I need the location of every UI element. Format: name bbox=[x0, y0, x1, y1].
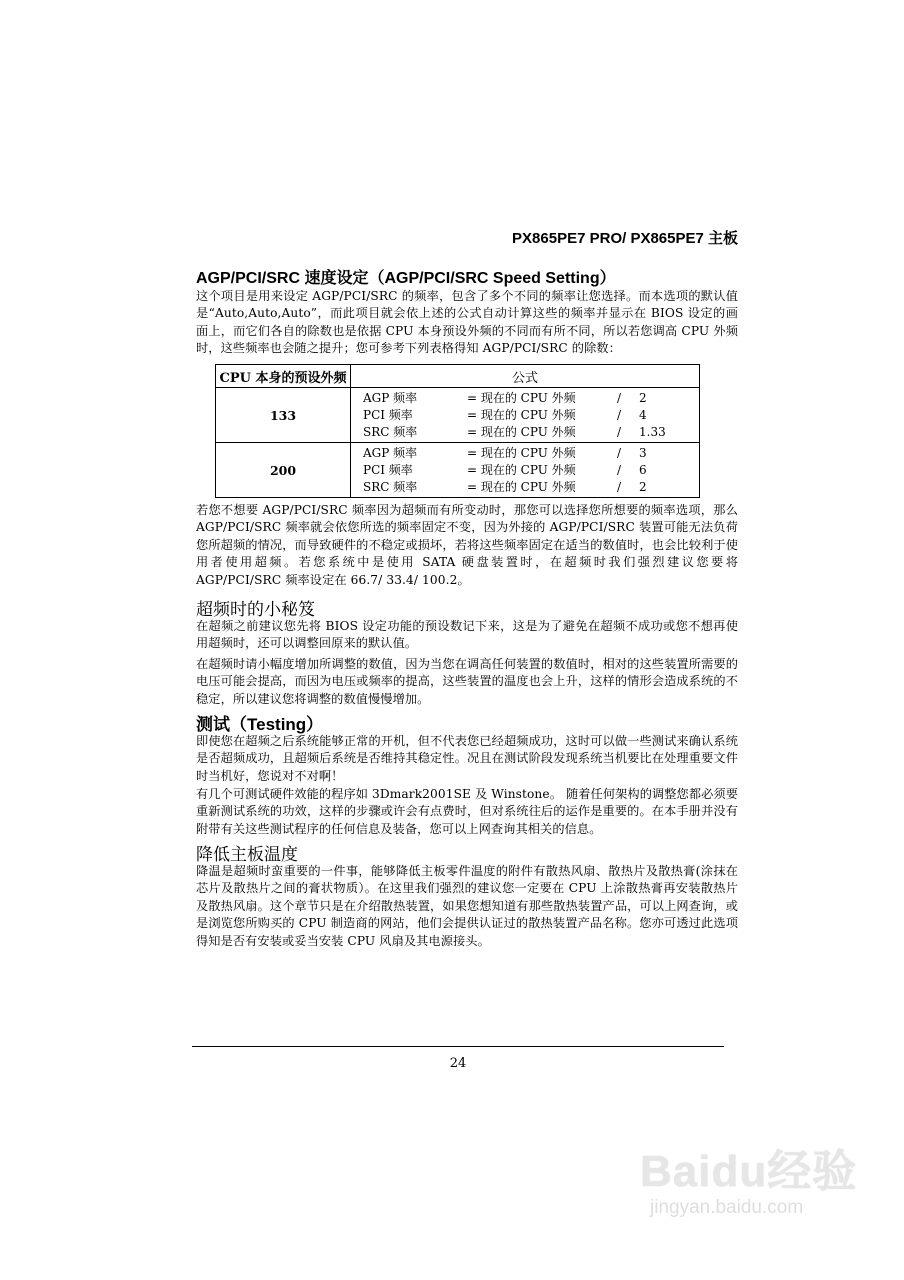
speed-setting-title: AGP/PCI/SRC 速度设定（AGP/PCI/SRC Speed Setting） bbox=[196, 270, 616, 287]
divisor: 2 bbox=[639, 480, 647, 494]
formula-row bbox=[351, 407, 699, 424]
watermark-logo: Baidu经验 bbox=[640, 1147, 858, 1196]
formula-row bbox=[351, 462, 699, 479]
table-header-cpu-freq: CPU 本身的预设外频 bbox=[216, 365, 351, 388]
bus-name: PCI 频率 bbox=[363, 408, 413, 422]
formula-text: = 现在的 CPU 外频 bbox=[467, 425, 576, 439]
cpu-freq-value: 133 bbox=[216, 388, 351, 443]
bus-name: AGP 频率 bbox=[363, 446, 418, 460]
divide-sign: / bbox=[617, 408, 622, 422]
table-header-row bbox=[216, 365, 700, 388]
formula-text: = 现在的 CPU 外频 bbox=[467, 391, 576, 405]
divisor: 3 bbox=[639, 446, 647, 460]
divisor: 2 bbox=[639, 391, 647, 405]
formula-row bbox=[351, 479, 699, 496]
divisor: 1.33 bbox=[639, 425, 666, 439]
formula-text: = 现在的 CPU 外频 bbox=[467, 463, 576, 477]
divide-sign: / bbox=[617, 391, 622, 405]
divisor: 4 bbox=[639, 408, 647, 422]
cooling-title: 降低主板温度 bbox=[196, 845, 298, 864]
formula-cell bbox=[351, 388, 700, 443]
testing-paragraph-2: 有几个可测试硬件效能的程序如 3Dmark2001SE 及 Winstone。 随着任何架构的调整您都必须要重新测试系统的功效，这样的步骤或许会有点费时，但对系统往后的运作是重要的。在本手册并没有附带有关这些测试程序的任何信息及装备，您可以上网查询其相关的信息。 bbox=[196, 787, 738, 836]
footer-divider bbox=[192, 1046, 724, 1047]
tips-paragraph-1: 在超频之前建议您先将 BIOS 设定功能的预设数记下来，这是为了避免在超频不成功或您不想再使用超频时，还可以调整回原来的默认值。 bbox=[196, 619, 738, 651]
divisor: 6 bbox=[639, 463, 647, 477]
page-header: PX865PE7 PRO/ PX865PE7 主板 bbox=[512, 230, 738, 247]
cooling-paragraph: 降温是超频时蛮重要的一件事，能够降低主板零件温度的附件有散热风扇、散热片及散热膏(涂抹在芯片及散热片之间的膏状物质）。在这里我们强烈的建议您一定要在 CPU 上涂散热膏再安装散热片及散热风扇。这个章节只是在介绍散热装置，如果您想知道有那些散热装置产品，可以上网查询，或是浏览您所购买的 CPU 制造商的网站，他们会提供认证过的散热装置产品名称。您亦可透过此选项得知是否有安装或妥当安装 CPU 风扇及其电源接头。 bbox=[196, 864, 738, 948]
bus-name: SRC 频率 bbox=[363, 425, 418, 439]
baidu-watermark bbox=[640, 1135, 865, 1235]
formula-row bbox=[351, 424, 699, 441]
table-row bbox=[216, 443, 700, 498]
formula-cell bbox=[351, 443, 700, 498]
frequency-table bbox=[215, 364, 700, 498]
divide-sign: / bbox=[617, 480, 622, 494]
formula-row bbox=[351, 445, 699, 462]
formula-text: = 现在的 CPU 外频 bbox=[467, 408, 576, 422]
speed-intro-paragraph: 这个项目是用来设定 AGP/PCI/SRC 的频率，包含了多个不同的频率让您选择。而本选项的默认值是“Auto,Auto,Auto”，而此项目就会依上述的公式自动计算这些的频率并显示在 BIOS 设定的画面上，而它们各自的除数也是依据 CPU 本身预设外频的不同而有所不同，所以若您调高 CPU 外频时，这些频率也会随之提升；您可参考下列表格得知 AGP/PCI/SRC 的除数： bbox=[196, 289, 738, 356]
bus-name: SRC 频率 bbox=[363, 480, 418, 494]
cpu-freq-value: 200 bbox=[216, 443, 351, 498]
tips-paragraph-2: 在超频时请小幅度增加所调整的数值，因为当您在调高任何装置的数值时，相对的这些装置所需要的电压可能会提高，而因为电压或频率的提高，这些装置的温度也会上升，这样的情形会造成系统的不稳定，所以建议您将调整的数值慢慢增加。 bbox=[196, 657, 738, 706]
table-row bbox=[216, 388, 700, 443]
table-header-formula: 公式 bbox=[351, 365, 700, 388]
formula-text: = 现在的 CPU 外频 bbox=[467, 480, 576, 494]
divide-sign: / bbox=[617, 425, 622, 439]
formula-row bbox=[351, 390, 699, 407]
bus-name: PCI 频率 bbox=[363, 463, 413, 477]
divide-sign: / bbox=[617, 463, 622, 477]
watermark-url: jingyan.baidu.com bbox=[650, 1197, 804, 1218]
divide-sign: / bbox=[617, 446, 622, 460]
testing-paragraph-1: 即使您在超频之后系统能够正常的开机，但不代表您已经超频成功，这时可以做一些测试来确认系统是否超频成功，且超频后系统是否维持其稳定性。况且在测试阶段发现系统当机要比在处理重要文件时当机好，您说对不对啊！ bbox=[196, 734, 738, 783]
speed-after-paragraph: 若您不想要 AGP/PCI/SRC 频率因为超频而有所变动时，那您可以选择您所想要的频率选项，那么 AGP/PCI/SRC 频率就会依您所选的频率固定不变，因为外接的 AGP/PCI/SRC 装置可能无法负荷您所超频的情况，而导致硬件的不稳定或损坏，若将这些频率固定在适当的数值时，也会比较利于使用者使用超频。若您系统中是使用 SATA 硬盘装置时，在超频时我们强烈建议您要将 AGP/PCI/SRC 频率设定在 66.7/ 33.4/ 100.2。 bbox=[196, 503, 738, 587]
bus-name: AGP 频率 bbox=[363, 391, 418, 405]
testing-title: 测试（Testing） bbox=[196, 715, 324, 734]
tips-title: 超频时的小秘笈 bbox=[196, 600, 315, 619]
page-number: 24 bbox=[449, 1056, 467, 1071]
formula-text: = 现在的 CPU 外频 bbox=[467, 446, 576, 460]
